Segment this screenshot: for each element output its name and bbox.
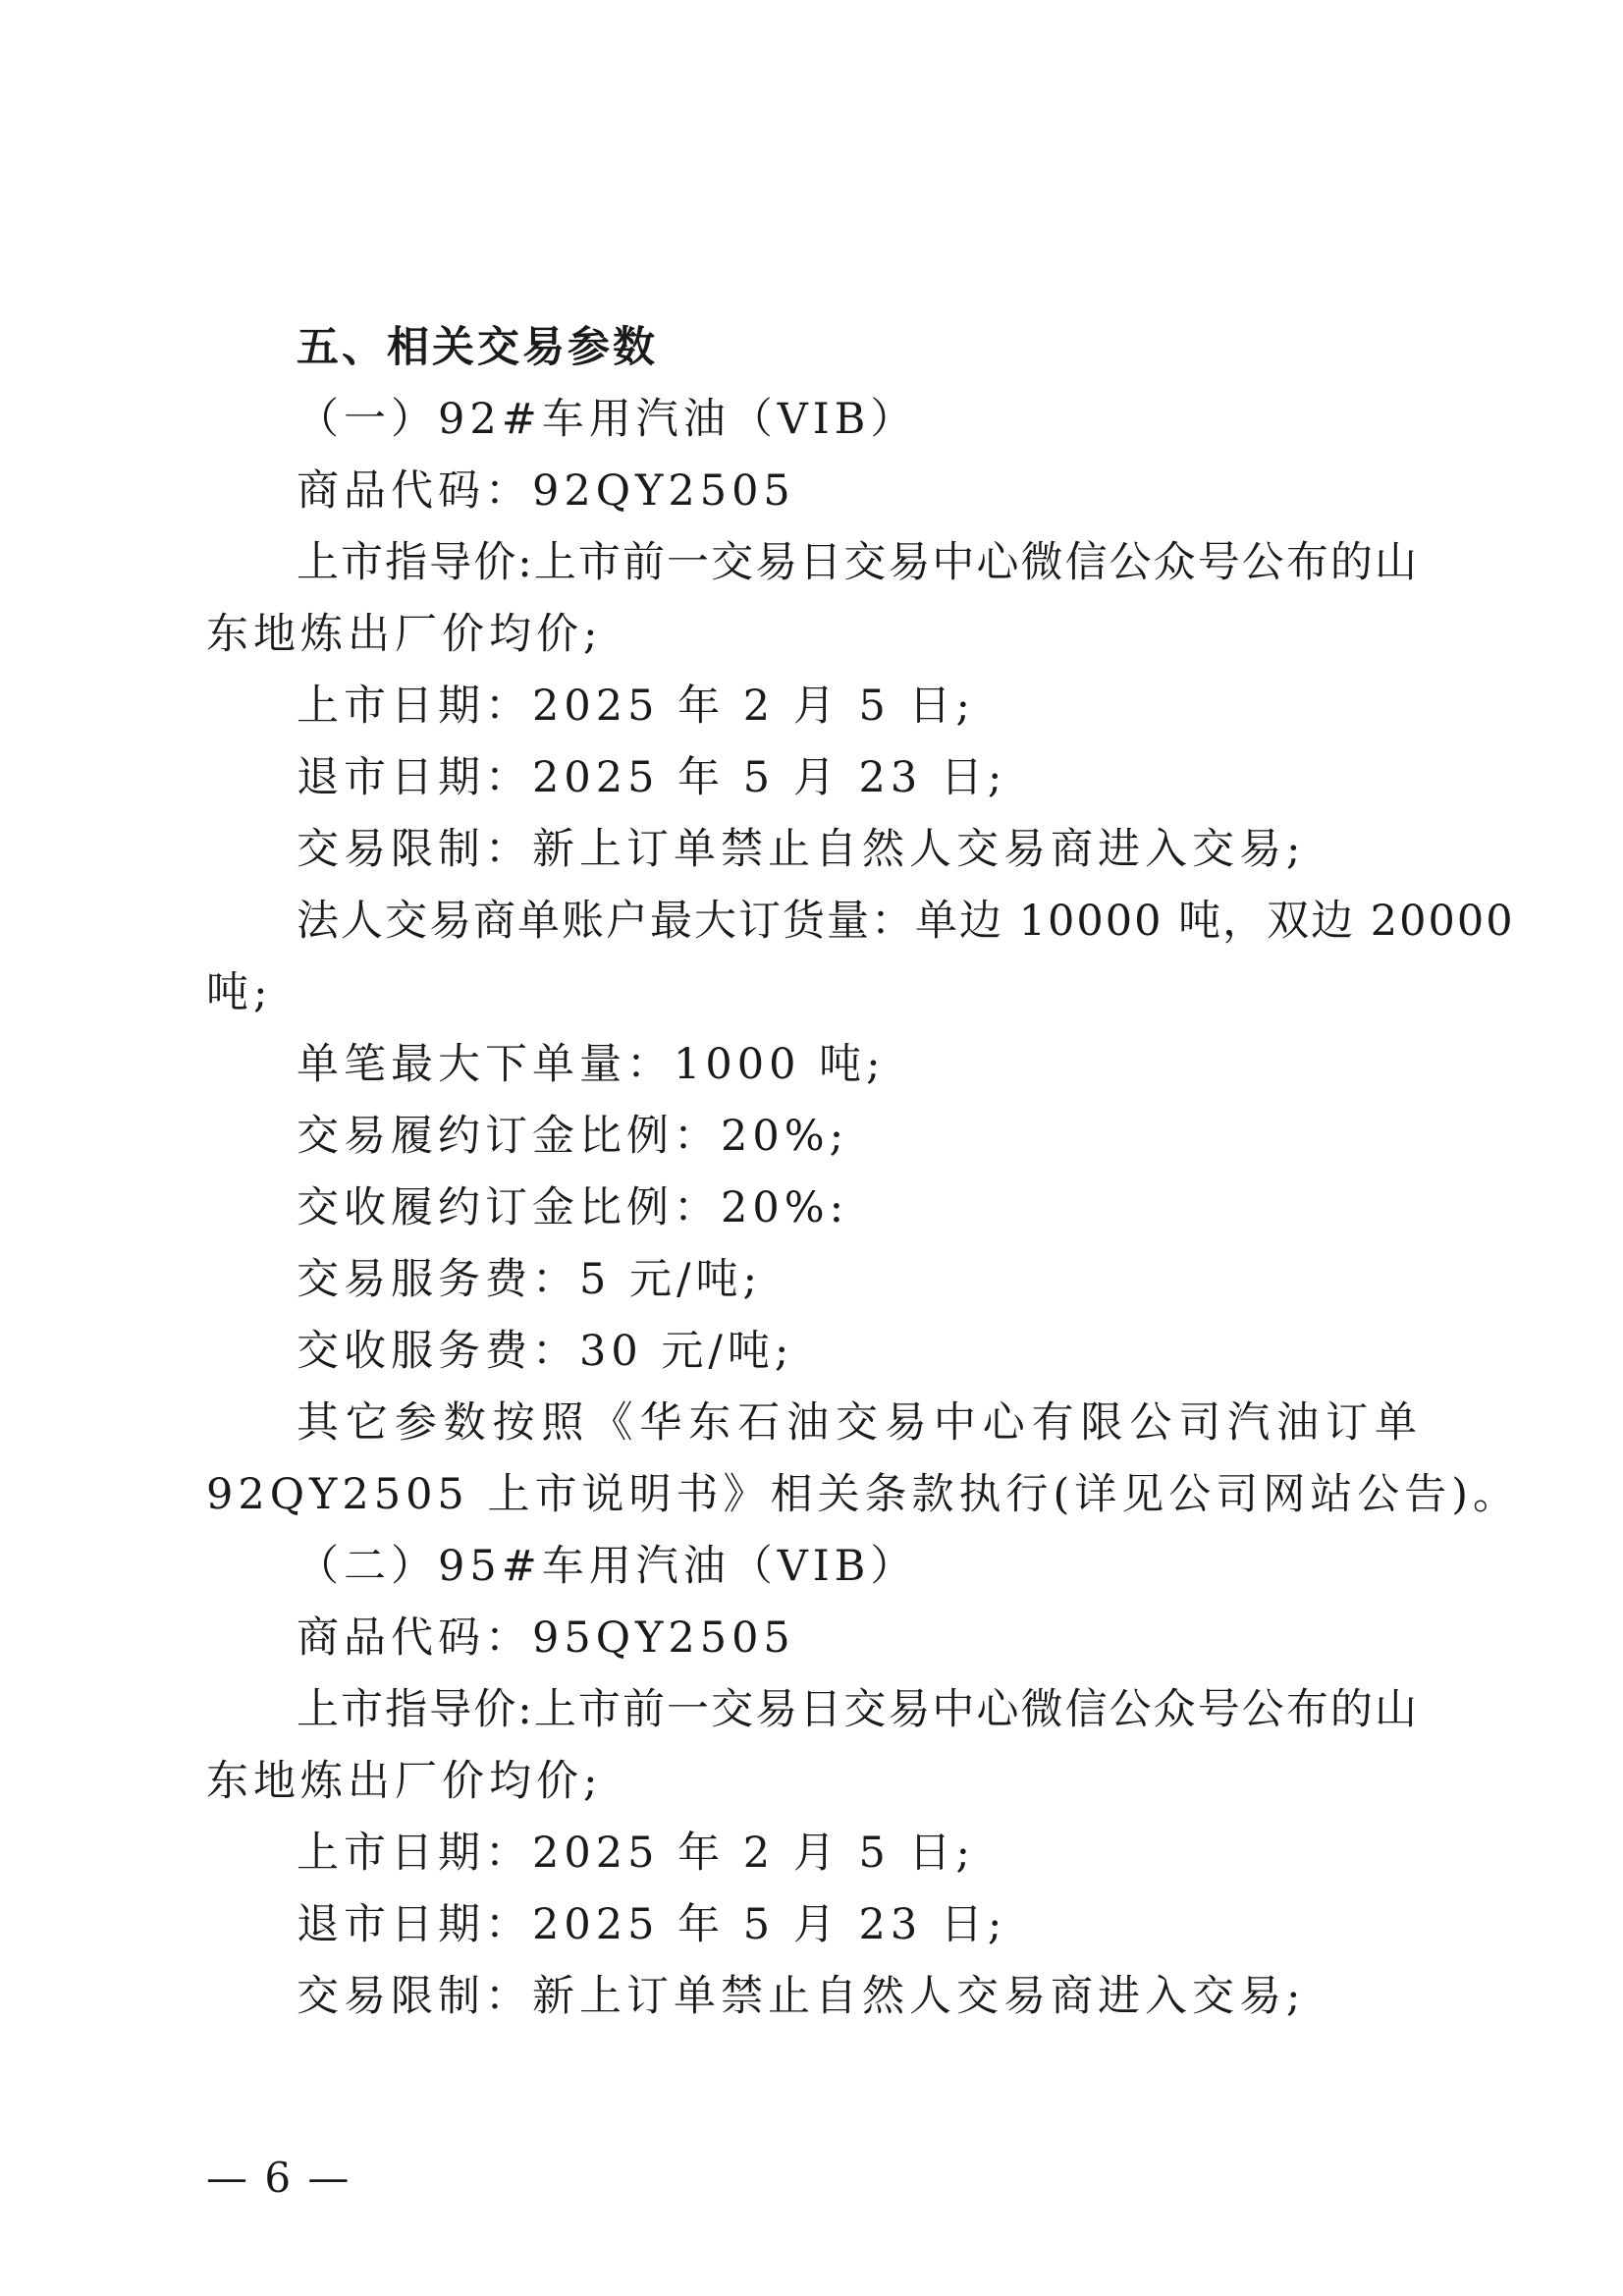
product-code-95: 商品代码：95QY2505 bbox=[297, 1613, 795, 1663]
delivery-margin-92: 交收履约订金比例：20%: bbox=[297, 1183, 849, 1232]
page-number: — 6 — bbox=[206, 2154, 352, 2202]
max-order-92-line1: 法人交易商单账户最大订货量：单边 10000 吨，双边 20000 bbox=[297, 897, 1515, 946]
listing-date-92: 上市日期：2025 年 2 月 5 日; bbox=[297, 682, 975, 731]
trade-limit-95: 交易限制：新上订单禁止自然人交易商进入交易; bbox=[297, 1972, 1306, 2021]
listing-price-95-line2: 东地炼出厂价均价; bbox=[206, 1757, 603, 1806]
section-heading: 五、相关交易参数 bbox=[297, 323, 658, 372]
single-max-order-92: 单笔最大下单量：1000 吨; bbox=[297, 1040, 886, 1089]
document-body bbox=[206, 312, 1521, 2033]
subsection-title-92: （一）92#车用汽油（VIB） bbox=[297, 395, 918, 444]
trade-fee-92: 交易服务费：5 元/吨; bbox=[297, 1255, 763, 1304]
listing-date-95: 上市日期：2025 年 2 月 5 日; bbox=[297, 1829, 975, 1878]
max-order-92-line2: 吨; bbox=[206, 968, 273, 1017]
other-params-92-line1: 其它参数按照《华东石油交易中心有限公司汽油订单 bbox=[297, 1398, 1419, 1448]
listing-price-92-line2: 东地炼出厂价均价; bbox=[206, 610, 603, 659]
delivery-fee-92: 交收服务费：30 元/吨; bbox=[297, 1327, 794, 1376]
listing-price-92-line1: 上市指导价:上市前一交易日交易中心微信公众号公布的山 bbox=[297, 538, 1419, 587]
delisting-date-95: 退市日期：2025 年 5 月 23 日; bbox=[297, 1900, 1007, 1949]
subsection-title-95: （二）95#车用汽油（VIB） bbox=[297, 1542, 918, 1591]
other-params-92-line2: 92QY2505 上市说明书》相关条款执行(详见公司网站公告)。 bbox=[206, 1470, 1521, 1519]
product-code-92: 商品代码：92QY2505 bbox=[297, 466, 795, 516]
listing-price-95-line1: 上市指导价:上市前一交易日交易中心微信公众号公布的山 bbox=[297, 1685, 1419, 1734]
trade-margin-92: 交易履约订金比例：20%; bbox=[297, 1112, 849, 1161]
delisting-date-92: 退市日期：2025 年 5 月 23 日; bbox=[297, 753, 1007, 802]
trade-limit-92: 交易限制：新上订单禁止自然人交易商进入交易; bbox=[297, 825, 1306, 874]
